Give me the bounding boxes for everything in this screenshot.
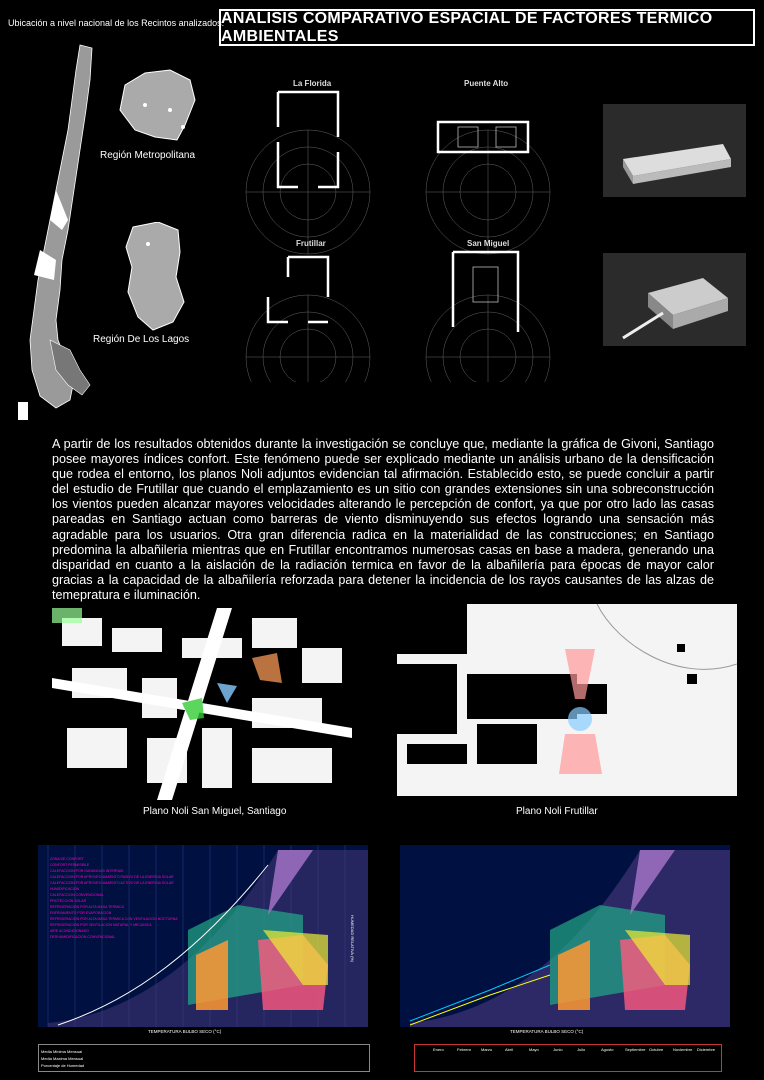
legend-item: REFRIGERACION POR VENTILACION NATURAL Y MECANICA xyxy=(50,923,152,927)
los-lagos-map xyxy=(118,222,193,332)
x-axis-label-right: TEMPERATURA BULBO SECO (°C) xyxy=(510,1029,584,1034)
legend-item: CALEFACCION POR GANANCIAS INTERNAS xyxy=(50,869,124,873)
model-render-1 xyxy=(603,104,746,197)
model-render-2 xyxy=(603,253,746,346)
y-axis-label: HUMEDAD RELATIVA (%) xyxy=(350,915,355,963)
noli-map-santiago xyxy=(52,608,352,800)
climate-table-santiago: Media Minima Mensual Media Maxima Mensual Porcentaje de Humedad xyxy=(38,1044,370,1072)
legend-item: REFRIGERACION POR ALTA MASA TERMICA CON VENTILACION NOCTURNA xyxy=(50,917,178,921)
givoni-chart-frutillar xyxy=(400,845,730,1035)
poster-title: ANALISIS COMPARATIVO ESPACIAL DE FACTORES TERMICO AMBIENTALES xyxy=(219,9,755,46)
legend-item: CALEFACCION POR APROVECHAMIENTO ACTIVO DE LA ENERGIA SOLAR xyxy=(50,881,174,885)
region-los-lagos-label: Región De Los Lagos xyxy=(93,334,190,345)
givoni-chart-santiago xyxy=(38,845,368,1035)
legend-item: CALEFACCION CONVENCIONAL xyxy=(50,893,104,897)
legend-item: AIRE ACONDICIONADO xyxy=(50,929,89,933)
legend-item: ENFRIAMIENTO POR EVAPORACION xyxy=(50,911,112,915)
conclusion-paragraph: A partir de los resultados obtenidos durante la investigación se concluye que, mediante la gráfica de Givoni, Santiago posee mayores índices confort. Este fenómeno puede ser explicado mediante un análisis urbano de la densificación que rodea el entorno, los planos Noli adjuntos evidencian tal afirmación. Establecido esto, se puede concluir a partir del estudio de Frutillar que cuando el emplazamiento es un sitio con grandes extensiones sin una sobreconstrucción los vientos pueden alcanzar mayores velocidades alterando le percepción de confort, ya que por otro lado las casas pareadas en Santiago actuan como barreras de viento disminuyendo sus efectos logrando una sensación más agradable para los usuarios. Otra gran diferencia radica en la materialidad de las construcciones; en Santiago predomina la albañileria mientras que en Frutillar encontramos numerosas casas en base a madera, generando una disparidad en cuanto a la aislación de la radiación termica en favor de la albañilería para épocas de mayor calor gracias a la capacidad de la albañilería reforzada para detener la incidencia de los rayos causantes de las alzas de temepratura e iluminación. xyxy=(52,437,714,602)
legend-item: PROTECCION SOLAR xyxy=(50,899,87,903)
x-axis-label: TEMPERATURA BULBO SECO (°C) xyxy=(148,1029,222,1034)
plan-title-la-florida: La Florida xyxy=(293,79,332,88)
plan-title-san-miguel: San Miguel xyxy=(467,239,510,248)
legend-item: REFRIGERACION POR ALTA MASA TERMICA xyxy=(50,905,124,909)
metropolitana-map xyxy=(115,65,200,145)
noli-frutillar-caption: Plano Noli Frutillar xyxy=(516,806,598,817)
location-caption: Ubicación a nivel nacional de los Recintos analizados. xyxy=(8,18,225,28)
legend-item: CONFORT PERMISIBLE xyxy=(50,863,90,867)
legend-item: ZONA DE CONFORT xyxy=(50,857,84,861)
legend-item: HUMIDIFICACION xyxy=(50,887,80,891)
noli-santiago-caption: Plano Noli San Miguel, Santiago xyxy=(143,806,287,817)
legend-item: CALEFACCION POR APROVECHAMIENTO PASIVO DE LA ENERGIA SOLAR xyxy=(50,875,174,879)
solar-plans xyxy=(238,62,583,382)
plan-title-frutillar: Frutillar xyxy=(296,239,326,248)
legend-item: DESHUMIDIFICACION CONVENCIONAL xyxy=(50,935,116,939)
noli-map-frutillar xyxy=(397,604,737,796)
region-metropolitana-label: Región Metropolitana xyxy=(100,150,196,161)
plan-title-puente-alto: Puente Alto xyxy=(464,79,509,88)
climate-table-frutillar: Enero Febrero Marzo Abril Mayo Junio Julio Agosto Septiembre Octubre Noviembre Diciembre xyxy=(414,1044,722,1072)
